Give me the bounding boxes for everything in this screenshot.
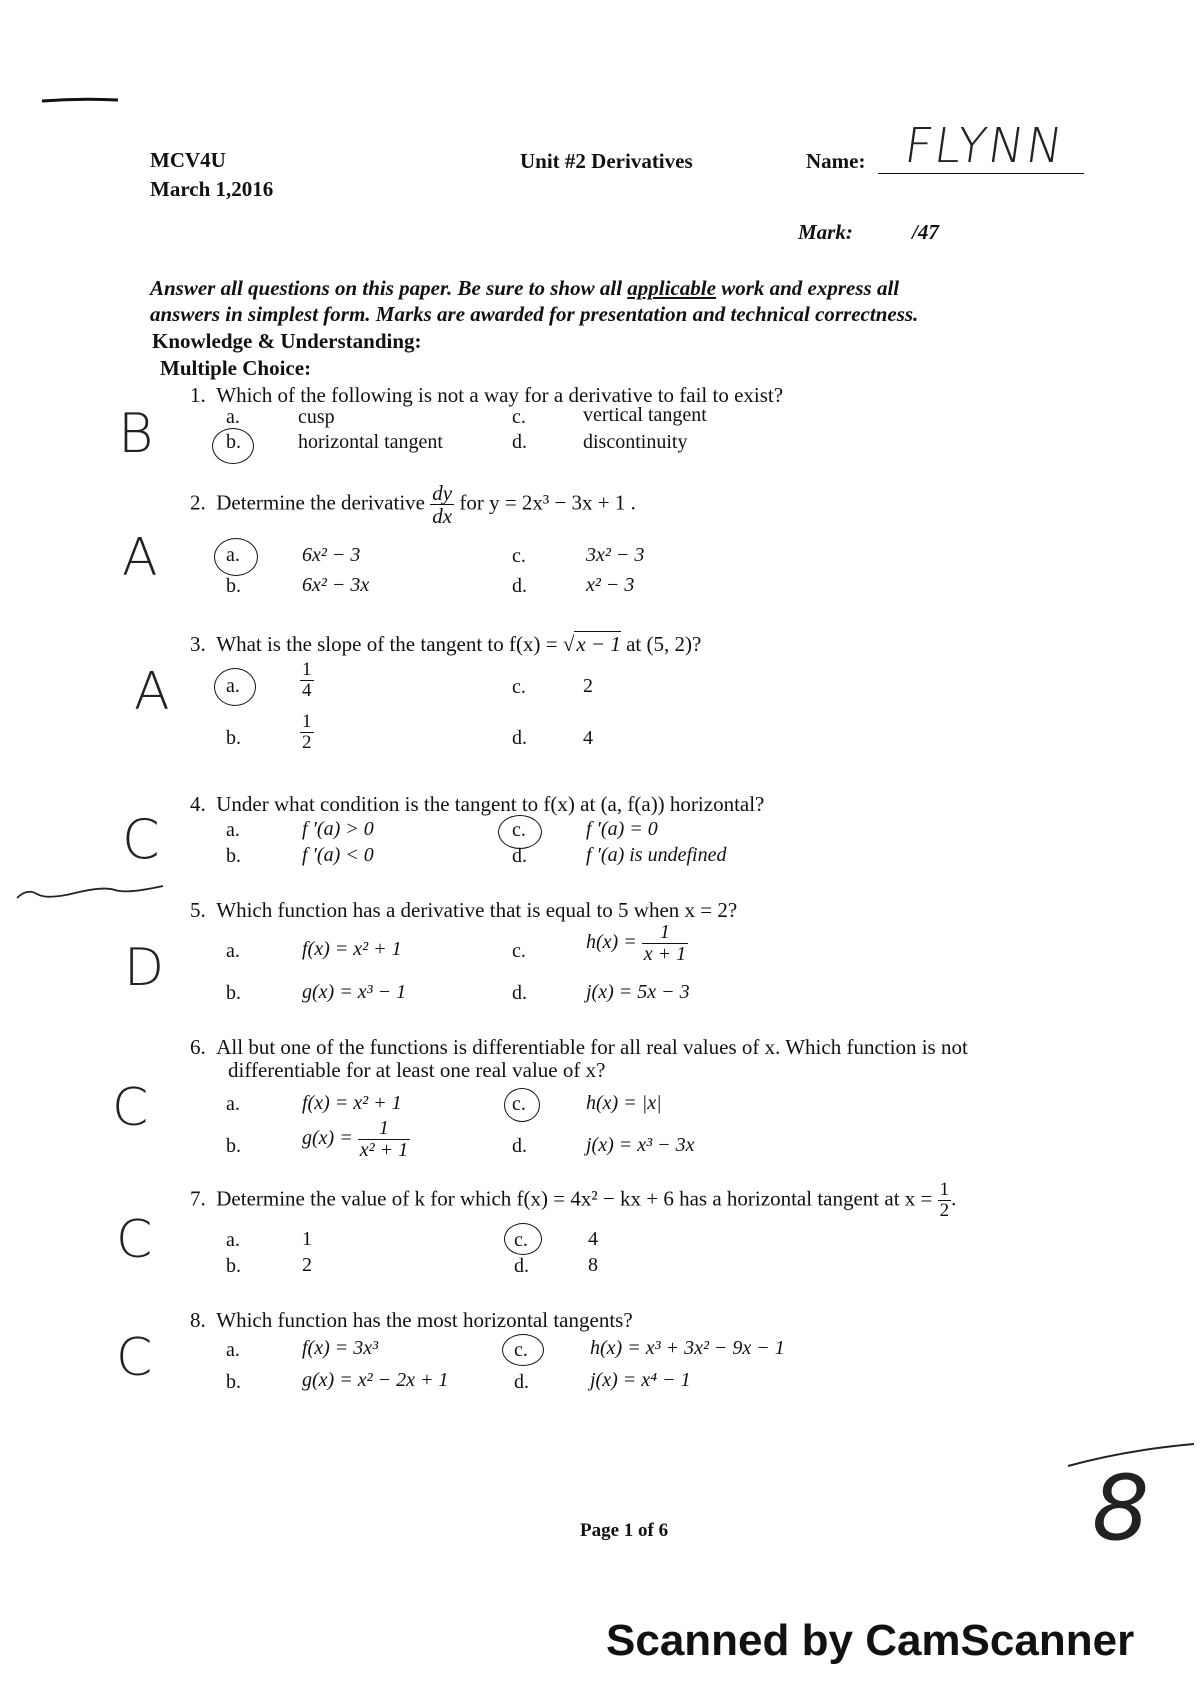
q8-option-b-text: g(x) = x² − 2x + 1 bbox=[302, 1369, 449, 1391]
q4-option-b-text: f ′(a) < 0 bbox=[302, 844, 374, 866]
q7-option-a: a. bbox=[226, 1229, 240, 1251]
q5-option-b: b. bbox=[226, 982, 241, 1004]
radicand: x − 1 bbox=[576, 632, 621, 656]
q4-option-a: a. bbox=[226, 819, 240, 841]
scanner-watermark: Scanned by CamScanner bbox=[606, 1616, 1135, 1665]
mark-label: Mark: bbox=[798, 220, 853, 244]
q7-option-b-text: 2 bbox=[302, 1254, 312, 1276]
q2-option-c: c. bbox=[512, 545, 526, 567]
question-4: 4. Under what condition is the tangent to f(x) at (a, f(a)) horizontal? bbox=[190, 792, 765, 816]
q8-option-b: b. bbox=[226, 1371, 241, 1393]
question-6: 6. All but one of the functions is differentiable for all real values of x. Which function is not bbox=[190, 1035, 968, 1059]
q4-option-c: c. bbox=[512, 819, 526, 841]
name-label: Name: bbox=[806, 149, 866, 173]
q1-option-d: d. bbox=[512, 431, 527, 453]
instructions-line-2: answers in simplest form. Marks are awarded for presentation and technical correctness. bbox=[150, 302, 919, 326]
q7-option-c-text: 4 bbox=[588, 1228, 598, 1250]
q8-option-a-text: f(x) = 3x³ bbox=[302, 1337, 379, 1359]
q4-option-d: d. bbox=[512, 845, 527, 867]
q2-option-b: b. bbox=[226, 575, 241, 597]
q6-option-b-text: g(x) = $\frac{1}{\text{x² + 1}}$ bbox=[302, 1117, 409, 1161]
q1-option-c: c. bbox=[512, 406, 526, 428]
course-code: MCV4U bbox=[150, 148, 226, 172]
q4-option-c-text: f ′(a) = 0 bbox=[586, 818, 658, 840]
q8-option-d-text: j(x) = x⁴ − 1 bbox=[590, 1369, 691, 1391]
handwritten-answer-8: C bbox=[116, 1328, 153, 1388]
q2-option-d: d. bbox=[512, 575, 527, 597]
handwritten-answer-6: C bbox=[112, 1078, 149, 1138]
q5-option-d-text: j(x) = 5x − 3 bbox=[586, 981, 690, 1003]
emphasis-applicable: applicable bbox=[627, 276, 716, 300]
q8-option-d: d. bbox=[514, 1371, 529, 1393]
q6-option-a: a. bbox=[226, 1093, 240, 1115]
handwritten-answer-7: C bbox=[116, 1210, 153, 1270]
q7-option-d-text: 8 bbox=[588, 1254, 598, 1276]
handwritten-answer-3: A bbox=[134, 662, 170, 722]
instructions-line-1: Answer all questions on this paper. Be sure to show all applicable work and express all bbox=[150, 276, 900, 300]
q2-option-a: a. bbox=[226, 544, 240, 566]
q2-option-c-text: 3x² − 3 bbox=[586, 544, 645, 566]
pen-squiggle bbox=[15, 880, 165, 910]
q4-option-b: b. bbox=[226, 845, 241, 867]
section-heading: Knowledge & Understanding: bbox=[152, 329, 422, 353]
q5-option-d: d. bbox=[512, 982, 527, 1004]
q6-option-c-text: h(x) = |x| bbox=[586, 1092, 662, 1114]
q7-option-d: d. bbox=[514, 1255, 529, 1277]
page-number: Page 1 of 6 bbox=[580, 1520, 669, 1541]
handwritten-answer-2: A bbox=[122, 528, 158, 588]
question-6-line-2: differentiable for at least one real value of x? bbox=[228, 1058, 606, 1082]
q2-option-d-text: x² − 3 bbox=[586, 574, 635, 596]
q5-option-a-text: f(x) = x² + 1 bbox=[302, 938, 402, 960]
handwritten-score: 8 bbox=[1092, 1456, 1150, 1561]
student-name: FLYNN bbox=[901, 118, 1069, 174]
q3-option-a: a. bbox=[226, 675, 240, 697]
q3-option-c: c. bbox=[512, 676, 526, 698]
q2-option-b-text: 6x² − 3x bbox=[302, 574, 370, 596]
pen-stroke-top bbox=[40, 95, 120, 107]
q1-option-b-text: horizontal tangent bbox=[298, 431, 443, 453]
q8-option-c-text: h(x) = x³ + 3x² − 9x − 1 bbox=[590, 1337, 785, 1359]
q3-option-d-text: 4 bbox=[583, 727, 593, 749]
q3-option-d: d. bbox=[512, 727, 527, 749]
handwritten-answer-4: C bbox=[122, 808, 160, 871]
q3-option-b: b. bbox=[226, 727, 241, 749]
mark-total: /47 bbox=[912, 220, 939, 244]
q5-option-b-text: g(x) = x³ − 1 bbox=[302, 981, 407, 1003]
q1-option-a: a. bbox=[226, 406, 240, 428]
q6-option-d: d. bbox=[512, 1135, 527, 1157]
q5-option-c: c. bbox=[512, 940, 526, 962]
q6-option-d-text: j(x) = x³ − 3x bbox=[586, 1134, 695, 1156]
q4-option-a-text: f ′(a) > 0 bbox=[302, 818, 374, 840]
q8-option-a: a. bbox=[226, 1339, 240, 1361]
q8-option-c: c. bbox=[514, 1339, 528, 1361]
q6-option-c: c. bbox=[512, 1093, 526, 1115]
question-8: 8. Which function has the most horizontal tangents? bbox=[190, 1308, 633, 1332]
q7-option-b: b. bbox=[226, 1255, 241, 1277]
q2-option-a-text: 6x² − 3 bbox=[302, 544, 361, 566]
question-5: 5. Which function has a derivative that is equal to 5 when x = 2? bbox=[190, 898, 738, 922]
q3-option-c-text: 2 bbox=[583, 675, 593, 697]
exam-date: March 1,2016 bbox=[150, 177, 274, 201]
q3-option-b-frac: $\frac{1}{2}$ bbox=[302, 711, 312, 753]
q4-option-d-text: f ′(a) is undefined bbox=[586, 844, 727, 866]
q6-option-a-text: f(x) = x² + 1 bbox=[302, 1092, 402, 1114]
q1-option-b: b. bbox=[226, 431, 241, 453]
q1-option-c-text: vertical tangent bbox=[583, 404, 707, 426]
handwritten-answer-5: D bbox=[124, 938, 165, 998]
question-2: 2. Determine the derivative $\frac{dy}{dx}$ for y = 2x³ − 3x + 1 . bbox=[190, 481, 636, 529]
q1-option-d-text: discontinuity bbox=[583, 431, 688, 453]
handwritten-answer-1: B bbox=[118, 402, 154, 465]
q5-option-a: a. bbox=[226, 940, 240, 962]
q5-option-c-text: h(x) = $\frac{1}{x + 1}$ bbox=[586, 921, 687, 965]
question-1: 1. Which of the following is not a way for a derivative to fail to exist? bbox=[190, 383, 784, 407]
question-3: 3. What is the slope of the tangent to f(x) = √x − 1 at (5, 2)? bbox=[190, 632, 702, 656]
subsection-heading: Multiple Choice: bbox=[160, 356, 312, 380]
dy-dx-fraction: $\frac{dy}{dx}$ bbox=[432, 481, 453, 529]
q6-option-b: b. bbox=[226, 1135, 241, 1157]
q3-option-a-frac: $\frac{1}{4}$ bbox=[302, 659, 312, 701]
q7-option-a-text: 1 bbox=[302, 1228, 312, 1250]
question-7: 7. Determine the value of k for which f(x) = 4x² − kx + 6 has a horizontal tangent at x = $\frac{1}{2}$ . bbox=[190, 1179, 957, 1221]
q1-option-a-text: cusp bbox=[298, 406, 335, 428]
q7-option-c: c. bbox=[514, 1229, 528, 1251]
unit-title: Unit #2 Derivatives bbox=[520, 149, 693, 173]
